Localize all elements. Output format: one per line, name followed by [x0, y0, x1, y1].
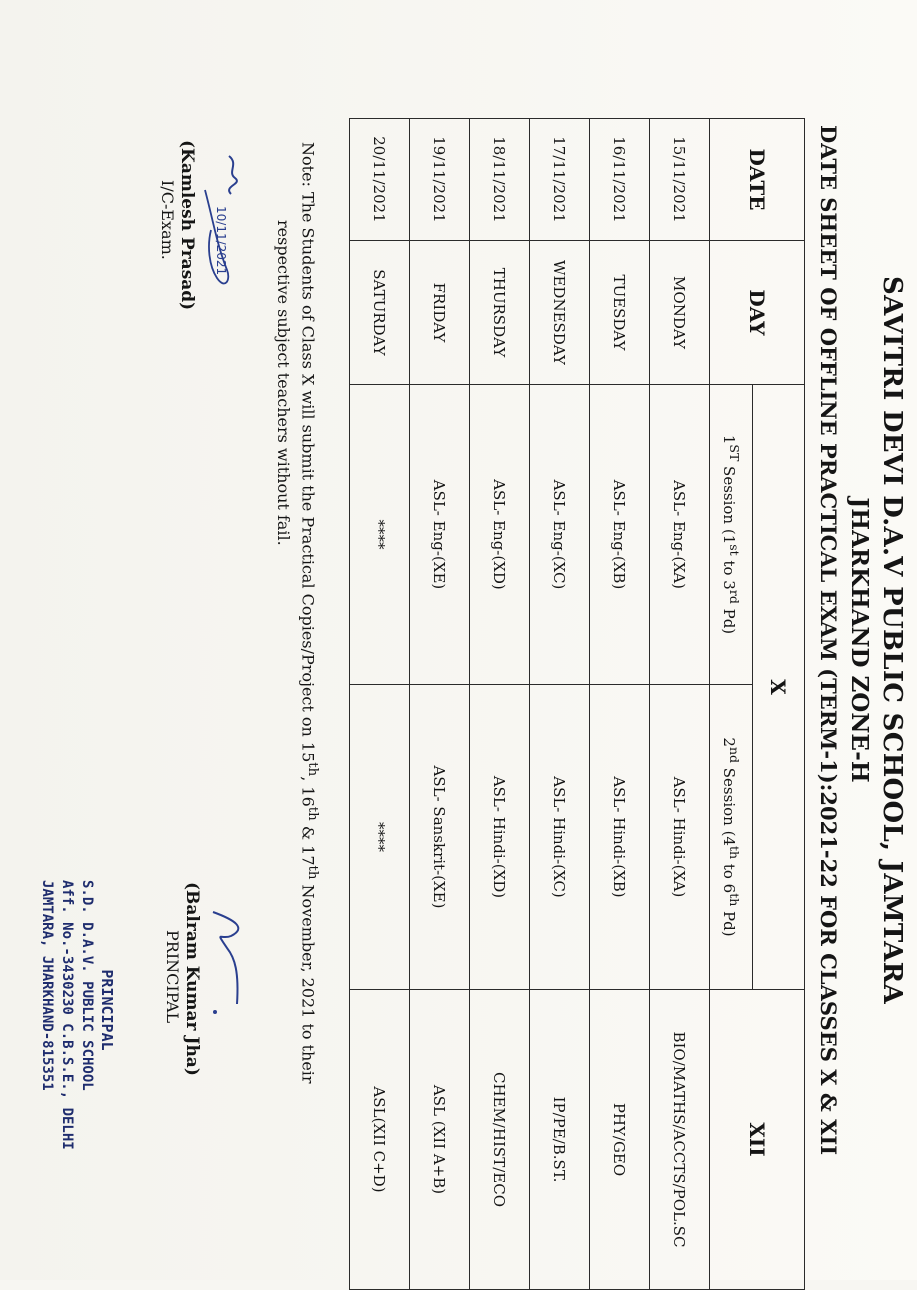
- cell-day: WEDNESDAY: [530, 241, 590, 385]
- exam-incharge-name: (Kamlesh Prasad): [177, 140, 197, 311]
- cell-day: MONDAY: [650, 241, 710, 385]
- cell-date: 20/11/2021: [350, 119, 410, 241]
- cell-day: FRIDAY: [410, 241, 470, 385]
- cell-class-xii: IP/PE/B.ST.: [530, 990, 590, 1290]
- exam-incharge-role: I/C-Exam.: [158, 180, 177, 260]
- header-class-xii: XII: [710, 990, 805, 1290]
- principal-name: (Balram Kumar Jha): [182, 882, 202, 1076]
- cell-session-2: ****: [350, 685, 410, 990]
- cell-day: TUESDAY: [590, 241, 650, 385]
- handwritten-signature-left: [187, 150, 257, 300]
- table-row: [590, 119, 650, 1290]
- table-row: [470, 119, 530, 1290]
- cell-session-1: ****: [350, 385, 410, 685]
- note-line-2: respective subject teachers without fail.: [273, 220, 293, 546]
- cell-session-1: ASL- Eng-(XD): [470, 385, 530, 685]
- table-row: [530, 119, 590, 1290]
- signature-block-left: [158, 140, 197, 310]
- stamp-line-2: Aff. No.-3430230 C.B.S.E., DELHI: [59, 880, 75, 1150]
- cell-day: THURSDAY: [470, 241, 530, 385]
- cell-session-2: ASL- Hindi-(XD): [470, 685, 530, 990]
- principal-role: PRINCIPAL: [163, 930, 182, 1024]
- cell-day: SATURDAY: [350, 241, 410, 385]
- date-sheet-table: [349, 118, 805, 1290]
- stamp-line-1: S.D. D.A.V. PUBLIC SCHOOL: [79, 880, 95, 1091]
- stamp-title: PRINCIPAL: [98, 969, 116, 1051]
- table-row: [350, 119, 410, 1290]
- cell-date: 15/11/2021: [650, 119, 710, 241]
- school-name: SAVITRI DEVI D.A.V PUBLIC SCHOOL, JAMTARA: [877, 276, 907, 1004]
- handwritten-signature-right: [202, 900, 257, 1020]
- cell-session-1: ASL- Eng-(XA): [650, 385, 710, 685]
- header-class-x: X: [753, 385, 805, 990]
- cell-date: 19/11/2021: [410, 119, 470, 241]
- cell-date: 16/11/2021: [590, 119, 650, 241]
- table-row: [410, 119, 470, 1290]
- cell-session-2: ASL- Sanskrit-(XE): [410, 685, 470, 990]
- signature-block-right: [163, 882, 202, 1076]
- school-stamp: [37, 880, 117, 1150]
- header-day: DAY: [710, 241, 805, 385]
- header-date: DATE: [710, 119, 805, 241]
- cell-class-xii: BIO/MATHS/ACCTS/POL.SC: [650, 990, 710, 1290]
- date-sheet-title: DATE SHEET OF OFFLINE PRACTICAL EXAM (TERM-1):2021-22 FOR CLASSES X & XII: [816, 124, 841, 1156]
- zone-name: JHARKHAND ZONE-H: [846, 497, 873, 783]
- table-row: [650, 119, 710, 1290]
- cell-date: 18/11/2021: [470, 119, 530, 241]
- cell-class-xii: ASL(XII C+D): [350, 990, 410, 1290]
- cell-class-xii: CHEM/HIST/ECO: [470, 990, 530, 1290]
- signature-date: 10/11/2021: [214, 206, 228, 276]
- cell-class-xii: PHY/GEO: [590, 990, 650, 1290]
- header-second-session: 2nd Session (4th to 6th Pd): [710, 685, 753, 990]
- cell-session-1: ASL- Eng-(XB): [590, 385, 650, 685]
- note: Note: The Students of Class X will submit the Practical Copies/Project on 15th, 16th & 17th November, 2021 to their respective subject teachers without fail.: [271, 142, 325, 1182]
- cell-session-1: ASL- Eng-(XC): [530, 385, 590, 685]
- stamp-line-3: JAMTARA, JHARKHAND-815351: [39, 880, 55, 1091]
- cell-session-2: ASL- Hindi-(XA): [650, 685, 710, 990]
- cell-class-xii: ASL (XII A+B): [410, 990, 470, 1290]
- cell-session-2: ASL- Hindi-(XB): [590, 685, 650, 990]
- header-first-session: 1ST Session (1st to 3rd Pd): [710, 385, 753, 685]
- cell-session-2: ASL- Hindi-(XC): [530, 685, 590, 990]
- cell-date: 17/11/2021: [530, 119, 590, 241]
- cell-session-1: ASL- Eng-(XE): [410, 385, 470, 685]
